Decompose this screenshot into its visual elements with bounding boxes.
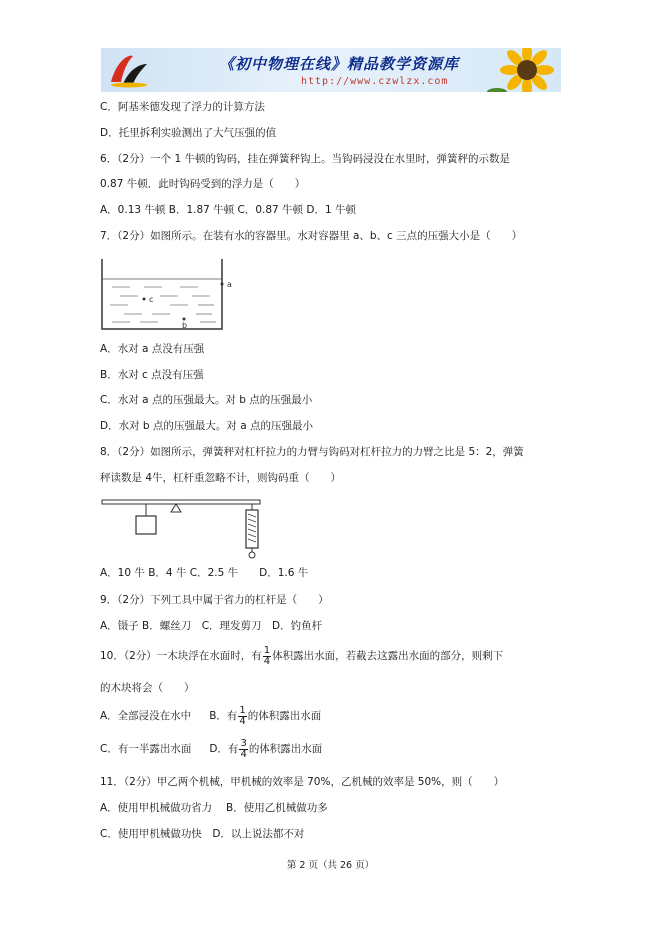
q8-stem-line2: 秤读数是 4牛，杠杆重忽略不计，则钩码重（ ） (100, 472, 342, 484)
hook-weight (136, 516, 156, 534)
water-container-figure (100, 257, 240, 335)
q11-options-ab: A．使用甲机械做功省力 B．使用乙机械做功多 (100, 802, 328, 814)
q10-option-c: C．有一半露出水面 (100, 743, 192, 755)
q9-options: A．镊子 B．螺丝刀 C．理发剪刀 D．钓鱼杆 (100, 620, 323, 632)
q10-stem-pre: 10．（2分）一木块浮在水面时，有 (100, 650, 262, 662)
banner-title: 《初中物理在线》精品教学资源库 (219, 55, 460, 73)
fraction-one-quarter (238, 706, 246, 727)
lever-figure (100, 494, 270, 562)
point-a-marker (221, 283, 224, 286)
q10-stem-line1 (100, 645, 503, 667)
fulcrum-icon (171, 504, 181, 512)
q7-stem: 7．（2分）如图所示。在装有水的容器里。水对容器里 a、b、c 三点的压强大小是（ ） (100, 230, 523, 242)
fraction-one-quarter (263, 646, 271, 667)
fraction-numerator: 1 (263, 644, 271, 656)
q10-options-cd (100, 738, 322, 760)
q10-option-d-pre: D．有 (209, 743, 239, 755)
site-logo-icon (107, 52, 151, 88)
header-banner (101, 48, 561, 92)
q10-stem-line2: 的木块将会（ ） (100, 682, 195, 694)
fraction-three-quarters (239, 739, 247, 760)
q8-options: A．10 牛 B．4 牛 C．2.5 牛 D．1.6 牛 (100, 567, 309, 579)
fraction-numerator: 1 (239, 704, 246, 716)
q10-options-ab (100, 705, 321, 727)
banner-url[interactable]: http://www.czwlzx.com (301, 76, 449, 87)
q10-option-b-post: 的体积露出水面 (247, 710, 322, 722)
q10-option-a: A．全部浸没在水中 (100, 710, 192, 722)
q6-stem-line1: 6．（2分）一个 1 牛顿的钩码，挂在弹簧秤钩上。当钩码浸没在水里时，弹簧秤的示数是 (100, 153, 510, 165)
q7-option-a: A．水对 a 点没有压强 (100, 343, 205, 355)
point-c-label: c (149, 295, 154, 304)
q8-stem-line1: 8．（2分）如图所示，弹簧秤对杠杆拉力的力臂与钩码对杠杆拉力的力臂之比是 5：2，弹簧 (100, 446, 524, 458)
point-a-label: a (227, 280, 232, 289)
q10-stem-post: 体积露出水面，若截去这露出水面的部分，则剩下 (272, 650, 504, 662)
point-b-label: b (182, 321, 188, 330)
point-c-marker (143, 298, 146, 301)
q9-stem: 9．（2分）下列工具中属于省力的杠杆是（ ） (100, 594, 329, 606)
sunflower-icon (487, 48, 557, 92)
fraction-numerator: 3 (240, 737, 247, 749)
prev-option-c: C．阿基米德发现了浮力的计算方法 (100, 101, 265, 113)
fraction-denominator: 4 (239, 715, 246, 727)
page-footer: 第 2 页（共 26 页） (286, 860, 375, 871)
q7-option-b: B．水对 c 点没有压强 (100, 369, 204, 381)
fraction-denominator: 4 (263, 655, 271, 667)
q11-options-cd: C．使用甲机械做功快 D．以上说法都不对 (100, 828, 305, 840)
q6-stem-line2: 0.87 牛顿．此时钩码受到的浮力是（ ） (100, 178, 306, 190)
q7-option-d: D．水对 b 点的压强最大。对 a 点的压强最小 (100, 420, 314, 432)
q7-option-c: C．水对 a 点的压强最大。对 b 点的压强最小 (100, 394, 313, 406)
q6-options: A．0.13 牛顿 B．1.87 牛顿 C．0.87 牛顿 D．1 牛顿 (100, 204, 356, 216)
q10-option-d-post: 的体积露出水面 (248, 743, 323, 755)
q10-option-b-pre: B．有 (209, 710, 238, 722)
q11-stem: 11．（2分）甲乙两个机械，甲机械的效率是 70%，乙机械的效率是 50%，则（ ） (100, 776, 505, 788)
prev-option-d: D．托里拆利实验测出了大气压强的值 (100, 127, 277, 139)
fraction-denominator: 4 (240, 748, 247, 760)
